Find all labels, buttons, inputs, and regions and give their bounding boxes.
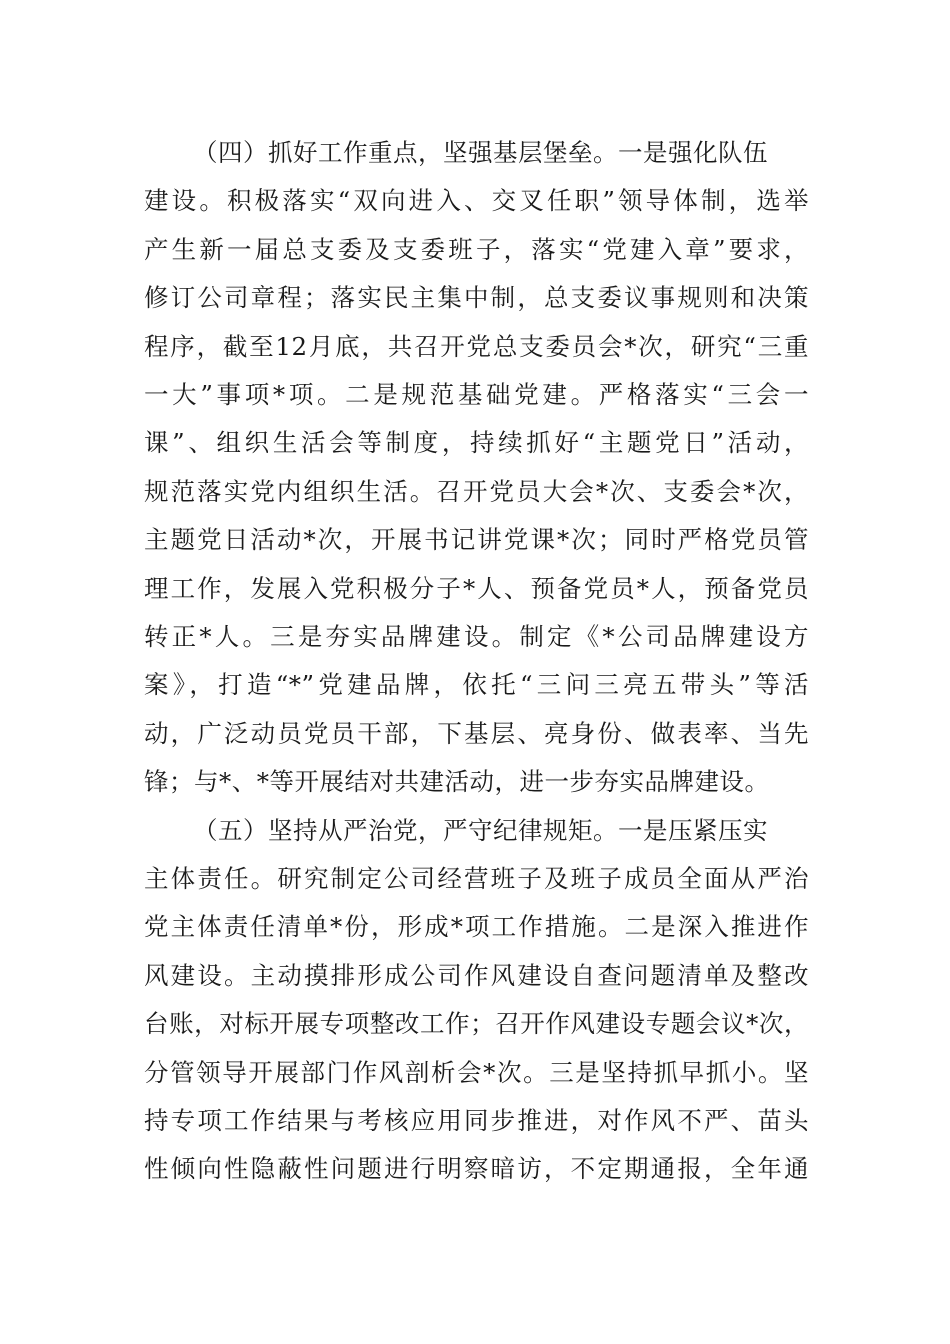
text-line: 案》，打造“*”党建品牌，依托“三问三亮五带头”等活 [144, 670, 809, 700]
text-line: 台账，对标开展专项整改工作；召开作风建设专题会议*次， [144, 1009, 809, 1039]
text-line: 党主体责任清单*份，形成*项工作措施。二是深入推进作 [144, 912, 809, 942]
text-line: 课”、组织生活会等制度，持续抓好“主题党日”活动， [144, 428, 809, 458]
text-line: 持专项工作结果与考核应用同步推进，对作风不严、苗头 [144, 1106, 809, 1135]
text-line: 主题党日活动*次，开展书记讲党课*次；同时严格党员管 [144, 525, 809, 555]
text-line: 锋；与*、*等开展结对共建活动，进一步夯实品牌建设。 [144, 767, 770, 797]
text-line: 转正*人。三是夯实品牌建设。制定《*公司品牌建设方 [144, 622, 809, 651]
text-line: （五）坚持从严治党，严守纪律规矩。一是压紧压实 [193, 815, 768, 845]
text-line: 动，广泛动员党员干部，下基层、亮身份、做表率、当先 [144, 718, 809, 748]
text-line: （四）抓好工作重点，坚强基层堡垒。一是强化队伍 [193, 138, 768, 167]
text-line: 修订公司章程；落实民主集中制，总支委议事规则和决策 [144, 283, 809, 313]
text-line: 程序，截至12月底，共召开党总支委员会*次，研究“三重 [144, 331, 809, 361]
text-line: 性倾向性隐蔽性问题进行明察暗访，不定期通报，全年通 [144, 1154, 809, 1184]
text-line: 规范落实党内组织生活。召开党员大会*次、支委会*次， [144, 476, 809, 506]
text-line: 主体责任。研究制定公司经营班子及班子成员全面从严治 [144, 864, 809, 893]
text-line: 建设。积极落实“双向进入、交叉任职”领导体制，选举 [144, 186, 809, 216]
text-line: 风建设。主动摸排形成公司作风建设自查问题清单及整改 [144, 960, 809, 990]
text-line: 分管领导开展部门作风剖析会*次。三是坚持抓早抓小。坚 [144, 1057, 809, 1087]
text-line: 产生新一届总支委及支委班子，落实“党建入章”要求， [144, 234, 809, 264]
text-line: 理工作，发展入党积极分子*人、预备党员*人，预备党员 [144, 573, 809, 603]
text-line: 一大”事项*项。二是规范基础党建。严格落实“三会一 [144, 380, 809, 409]
